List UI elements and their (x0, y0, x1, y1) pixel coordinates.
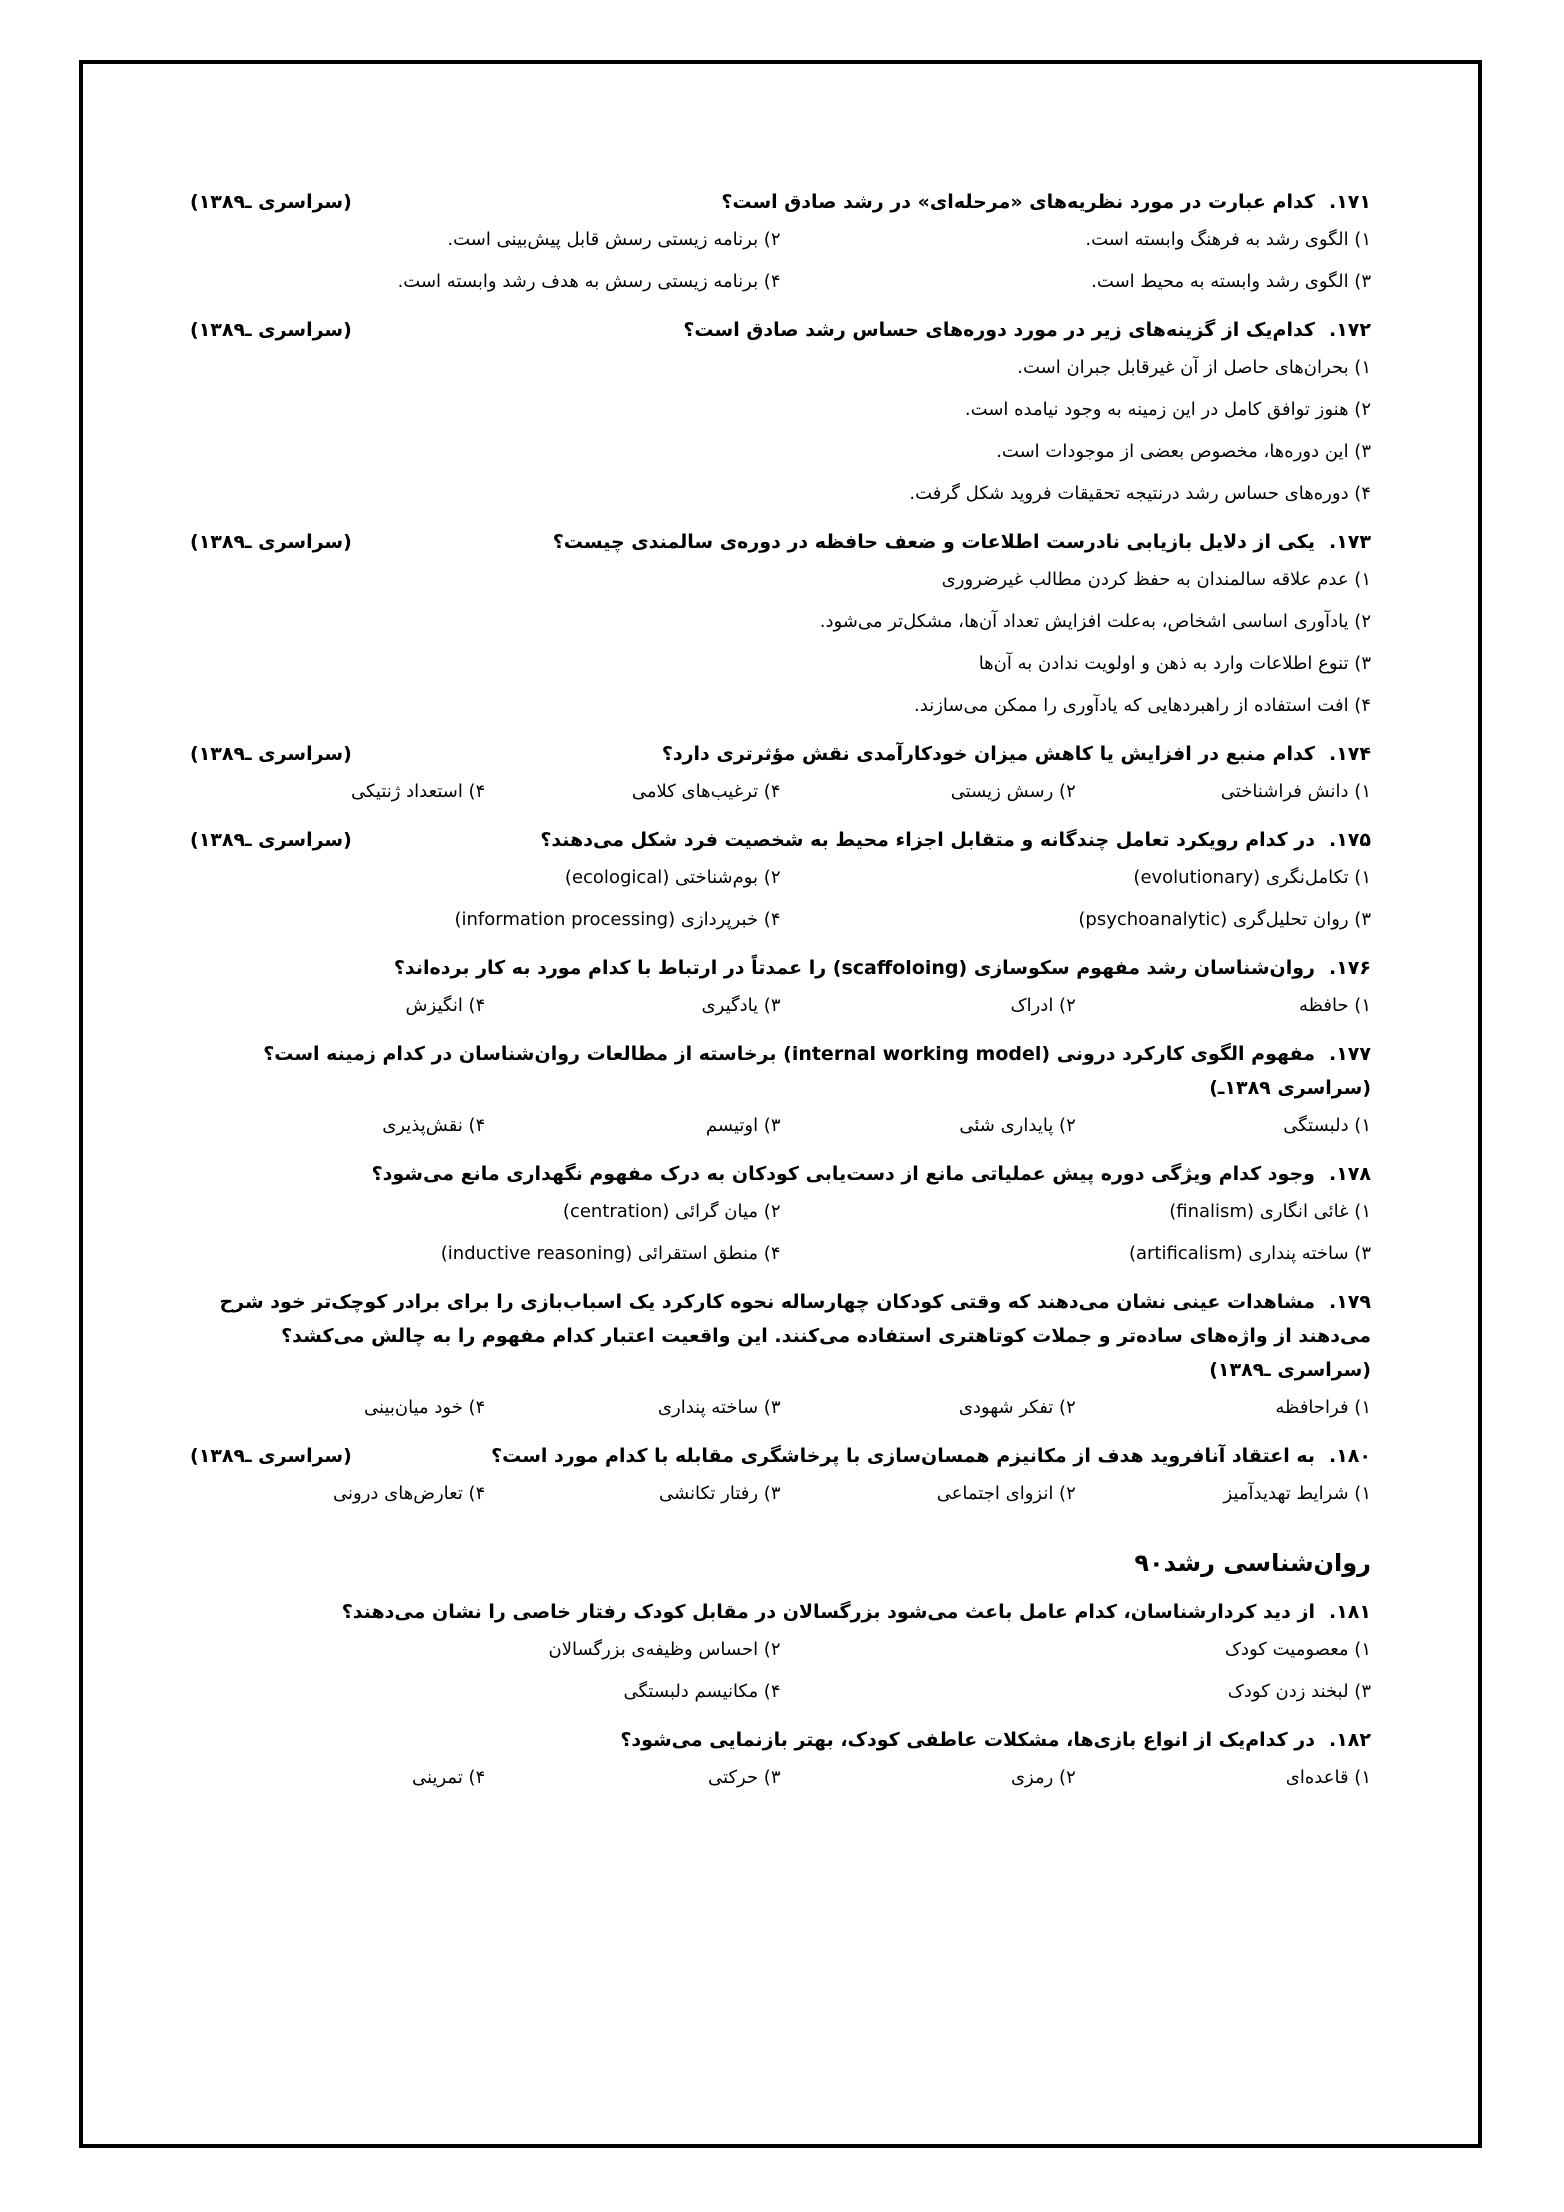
question-source: (سراسری ـ۱۳۸۹) (190, 191, 352, 213)
question-body: روان‌شناسان رشد مفهوم سکوسازی (scaffoloing) را عمدتاً در ارتباط با کدام مورد به کار برده‌اند؟ (393, 957, 1315, 979)
question-header (190, 1723, 1371, 1757)
option-item: ۱) عدم علاقه سالمندان به حفظ کردن مطالب غیرضروری (941, 569, 1371, 590)
option-item: ۱) شرایط تهدیدآمیز (1223, 1483, 1371, 1504)
question-body: در کدام رویکرد تعامل چندگانه و متقابل اجزاء محیط به شخصیت فرد شکل می‌دهند؟ (540, 829, 1315, 851)
question-item (190, 185, 1371, 303)
question-source: (سراسری ـ۱۳۸۹) (190, 743, 352, 765)
question-body: در کدام‌یک از انواع بازی‌ها، مشکلات عاطفی کودک، بهتر بازنمایی می‌شود؟ (620, 1729, 1315, 1751)
option-item: ۱) حافظه (1298, 995, 1371, 1016)
question-body: به اعتقاد آنافروید هدف از مکانیزم همسان‌سازی با پرخاشگری مقابله با کدام مورد است؟ (491, 1445, 1315, 1467)
question-item (190, 313, 1371, 515)
question-source: (سراسری ـ۱۳۸۹) (190, 1445, 352, 1467)
question-text (382, 185, 1371, 219)
question-number: ۱۷۹. (1328, 1291, 1371, 1313)
option-item: ۳) ساخته پنداری (657, 1397, 781, 1418)
option-item: ۴) انگیزش (405, 995, 486, 1016)
option-item: ۳) رفتار تکانشی (658, 1483, 781, 1504)
option-item: ۲) ادراک (1010, 995, 1076, 1016)
options-list (190, 219, 1371, 303)
question-number: ۱۷۲. (1328, 319, 1371, 341)
question-header (190, 1037, 1371, 1105)
option-item: ۴) نقش‌پذیری (382, 1115, 486, 1136)
option-item: ۴) برنامه زیستی رسش به هدف رشد وابسته است. (397, 271, 781, 292)
option-item: ۴) ترغیب‌های کلامی (631, 781, 781, 802)
question-list-2 (190, 1595, 1371, 1799)
option-item: ۱) دلبستگی (1283, 1115, 1371, 1136)
question-body: کدام منبع در افزایش یا کاهش میزان خودکارآمدی نقش مؤثرتری دارد؟ (661, 743, 1315, 765)
question-text (190, 1723, 1371, 1757)
question-body: مشاهدات عینی نشان می‌دهند که وقتی کودکان چهارساله نحوه کارکرد یک اسباب‌بازی را برای برادر کوچک‌تر خود شرح می‌دهند از واژه‌های ساده‌تر و جملات کوتاهتری استفاده می‌کنند. این واقعیت اعتبار کدام مفهوم را به چالش می‌کشد؟(سراسری ـ۱۳۸۹) (219, 1291, 1371, 1381)
options-list (190, 771, 1371, 813)
question-header (190, 1285, 1371, 1387)
option-item: ۳) تنوع اطلاعات وارد به ذهن و اولویت ندادن به آن‌ها (978, 653, 1371, 674)
option-item: ۴) خود میان‌بینی (364, 1397, 486, 1418)
question-text (190, 1285, 1371, 1387)
question-item (190, 1723, 1371, 1799)
option-item: ۲) برنامه زیستی رسش قابل پیش‌بینی است. (447, 229, 781, 250)
question-header (190, 185, 1371, 219)
section-title: روان‌شناسی رشد۹۰ (1134, 1549, 1371, 1577)
question-text (382, 737, 1371, 771)
question-text (382, 313, 1371, 347)
options-list (190, 1757, 1371, 1799)
option-item: ۱) بحران‌های حاصل از آن غیرقابل جبران است. (1017, 357, 1371, 378)
option-item: ۳) لبخند زدن کودک (1227, 1681, 1371, 1702)
option-item: ۱) تکامل‌نگری (evolutionary) (1133, 867, 1371, 888)
question-text (382, 1439, 1371, 1473)
options-list (190, 559, 1371, 727)
option-item: ۲) انزوای اجتماعی (936, 1483, 1076, 1504)
options-list (190, 1629, 1371, 1713)
option-item: ۱) معصومیت کودک (1224, 1639, 1371, 1660)
option-item: ۲) بوم‌شناختی (ecological) (564, 867, 781, 888)
question-body: وجود کدام ویژگی دوره پیش عملیاتی مانع از دست‌یابی کودکان به درک مفهوم نگهداری مانع می‌شود؟ (371, 1163, 1315, 1185)
option-item: ۴) منطق استقرائی (inductive reasoning) (440, 1243, 781, 1264)
option-item: ۴) خبرپردازی (information processing) (454, 909, 781, 930)
option-item: ۱) الگوی رشد به فرهنگ وابسته است. (1085, 229, 1371, 250)
question-source: (سراسری ـ۱۳۸۹) (190, 829, 352, 851)
option-item: ۱) قاعده‌ای (1285, 1767, 1371, 1788)
page-content (190, 185, 1371, 1809)
option-item: ۲) پایداری شئی (959, 1115, 1076, 1136)
question-number: ۱۸۰. (1328, 1445, 1371, 1467)
question-number: ۱۷۶. (1328, 957, 1371, 979)
question-number: ۱۷۷. (1328, 1043, 1371, 1065)
option-item: ۲) احساس وظیفه‌ی بزرگسالان (548, 1639, 781, 1660)
option-item: ۳) این دوره‌ها، مخصوص بعضی از موجودات است. (996, 441, 1371, 462)
option-item: ۳) روان تحلیل‌گری (psychoanalytic) (1078, 909, 1371, 930)
question-header (190, 525, 1371, 559)
question-number: ۱۷۵. (1328, 829, 1371, 851)
option-item: ۳) اوتیسم (705, 1115, 781, 1136)
option-item: ۴) مکانیسم دلبستگی (623, 1681, 781, 1702)
question-header (190, 1439, 1371, 1473)
option-item: ۲) میان گرائی (centration) (562, 1201, 781, 1222)
option-item: ۱) دانش فراشناختی (1220, 781, 1371, 802)
question-header (190, 313, 1371, 347)
question-text (190, 1157, 1371, 1191)
question-item (190, 737, 1371, 813)
option-item: ۲) رسش زیستی (950, 781, 1076, 802)
question-text (382, 823, 1371, 857)
question-header (190, 1157, 1371, 1191)
question-item (190, 525, 1371, 727)
question-number: ۱۷۱. (1328, 191, 1371, 213)
question-item (190, 951, 1371, 1027)
question-header (190, 1595, 1371, 1629)
options-list (190, 1191, 1371, 1275)
option-item: ۲) هنوز توافق کامل در این زمینه به وجود نیامده است. (964, 399, 1371, 420)
question-text (190, 1037, 1371, 1105)
question-text (190, 951, 1371, 985)
options-list (190, 347, 1371, 515)
option-item: ۲) یادآوری اساسی اشخاص، به‌علت افزایش تعداد آن‌ها، مشکل‌تر می‌شود. (819, 611, 1371, 632)
option-item: ۱) فراحافظه (1275, 1397, 1371, 1418)
question-body: کدام‌یک از گزینه‌های زیر در مورد دوره‌های حساس رشد صادق است؟ (683, 319, 1315, 341)
options-list (190, 1105, 1371, 1147)
option-item: ۳) الگوی رشد وابسته به محیط است. (1091, 271, 1371, 292)
question-item (190, 1285, 1371, 1429)
question-header (190, 823, 1371, 857)
question-text (190, 1595, 1371, 1629)
option-item: ۲) تفکر شهودی (958, 1397, 1076, 1418)
question-item (190, 1037, 1371, 1147)
question-source: (سراسری ـ۱۳۸۹) (190, 531, 352, 553)
question-item (190, 823, 1371, 941)
options-list (190, 1473, 1371, 1515)
options-list (190, 1387, 1371, 1429)
question-body: مفهوم الگوی کارکرد درونی (internal working model) برخاسته از مطالعات روان‌شناسان در کدام زمینه است؟(سراسری ۱۳۸۹ـ) (263, 1043, 1371, 1099)
options-list (190, 857, 1371, 941)
option-item: ۴) افت استفاده از راهبردهایی که یادآوری را ممکن می‌سازند. (914, 695, 1371, 716)
option-item: ۴) تعارض‌های درونی (333, 1483, 486, 1504)
question-body: از دید کردارشناسان، کدام عامل باعث می‌شود بزرگسالان در مقابل کودک رفتار خاصی را نشان می‌دهند؟ (341, 1601, 1315, 1623)
option-item: ۲) رمزی (1010, 1767, 1076, 1788)
question-body: یکی از دلایل بازیابی نادرست اطلاعات و ضعف حافظه در دوره‌ی سالمندی چیست؟ (552, 531, 1315, 553)
option-item: ۴) دوره‌های حساس رشد درنتیجه تحقیقات فروید شکل گرفت. (909, 483, 1371, 504)
question-number: ۱۷۸. (1328, 1163, 1371, 1185)
question-number: ۱۸۱. (1328, 1601, 1371, 1623)
question-item (190, 1439, 1371, 1515)
question-list (190, 185, 1371, 1515)
question-item (190, 1157, 1371, 1275)
option-item: ۳) حرکتی (708, 1767, 781, 1788)
question-text (382, 525, 1371, 559)
question-header (190, 951, 1371, 985)
question-number: ۱۷۴. (1328, 743, 1371, 765)
option-item: ۴) استعداد ژنتیکی (350, 781, 486, 802)
question-number: ۱۷۳. (1328, 531, 1371, 553)
option-item: ۱) غائی انگاری (finalism) (1169, 1201, 1371, 1222)
question-header (190, 737, 1371, 771)
option-item: ۳) ساخته پنداری (artificalism) (1128, 1243, 1371, 1264)
question-source: (سراسری ـ۱۳۸۹) (190, 319, 352, 341)
question-item (190, 1595, 1371, 1713)
option-item: ۴) تمرینی (412, 1767, 486, 1788)
options-list (190, 985, 1371, 1027)
question-number: ۱۸۲. (1328, 1729, 1371, 1751)
question-body: کدام عبارت در مورد نظریه‌های «مرحله‌ای» در رشد صادق است؟ (721, 191, 1315, 213)
option-item: ۳) یادگیری (701, 995, 781, 1016)
